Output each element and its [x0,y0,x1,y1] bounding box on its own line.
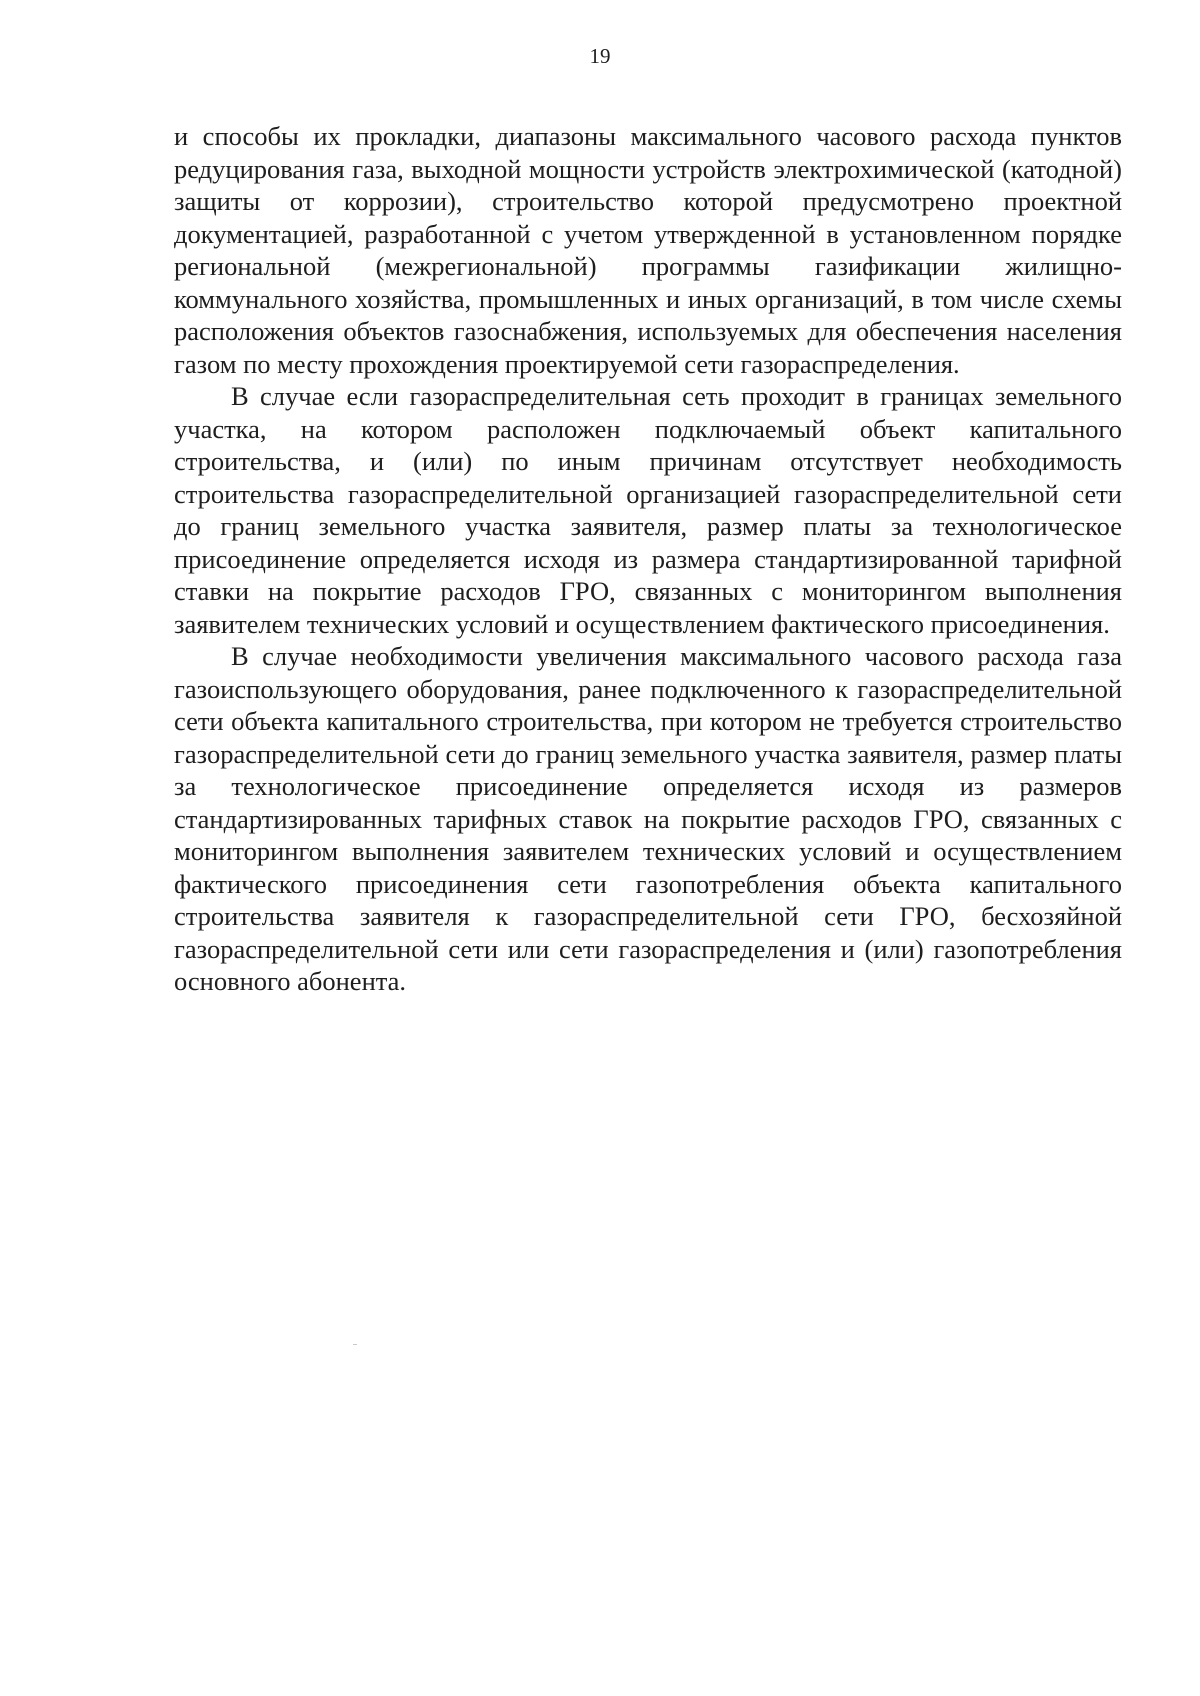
page-number: 19 [589,44,611,68]
paragraph-continuation: и способы их прокладки, диапазоны максимального часового расхода пунктов редуцирования газа, выходной мощности устройств электрохимической (катодной) защиты от коррозии), строительство которой предусмотрено проектной документацией, разработанной с учетом утвержденной в установленном порядке региональной (межрегиональной) программы газификации жилищно-коммунального хозяйства, промышленных и иных организаций, в том числе схемы расположения объектов газоснабжения, используемых для обеспечения населения газом по месту прохождения проектируемой сети газораспределения. [174,121,1122,379]
paragraph-boundary-case: В случае если газораспределительная сеть проходит в границах земельного участка, на котором расположен подключаемый объект капитального строительства, и (или) по иным причинам отсутствует необходимость строительства газораспределительной организацией газораспределительной сети до границ земельного участка заявителя, размер платы за технологическое присоединение определяется исходя из размера стандартизированной тарифной ставки на покрытие расходов ГРО, связанных с мониторингом выполнения заявителем технических условий и осуществлением фактического присоединения. [174,381,1122,639]
paragraph-capacity-increase: В случае необходимости увеличения максимального часового расхода газа газоиспользующего оборудования, ранее подключенного к газораспределительной сети объекта капитального строительства, при котором не требуется строительство газораспределительной сети до границ земельного участка заявителя, размер платы за технологическое присоединение определяется исходя из размеров стандартизированных тарифных ставок на покрытие расходов ГРО, связанных с мониторингом выполнения заявителем технических условий и осуществлением фактического присоединения сети газопотребления объекта капитального строительства заявителя к газораспределительной сети ГРО, бесхозяйной газораспределительной сети или сети газораспределения и (или) газопотребления основного абонента. [174,641,1122,996]
scan-artifact [353,1344,357,1345]
document-body [174,120,1122,998]
